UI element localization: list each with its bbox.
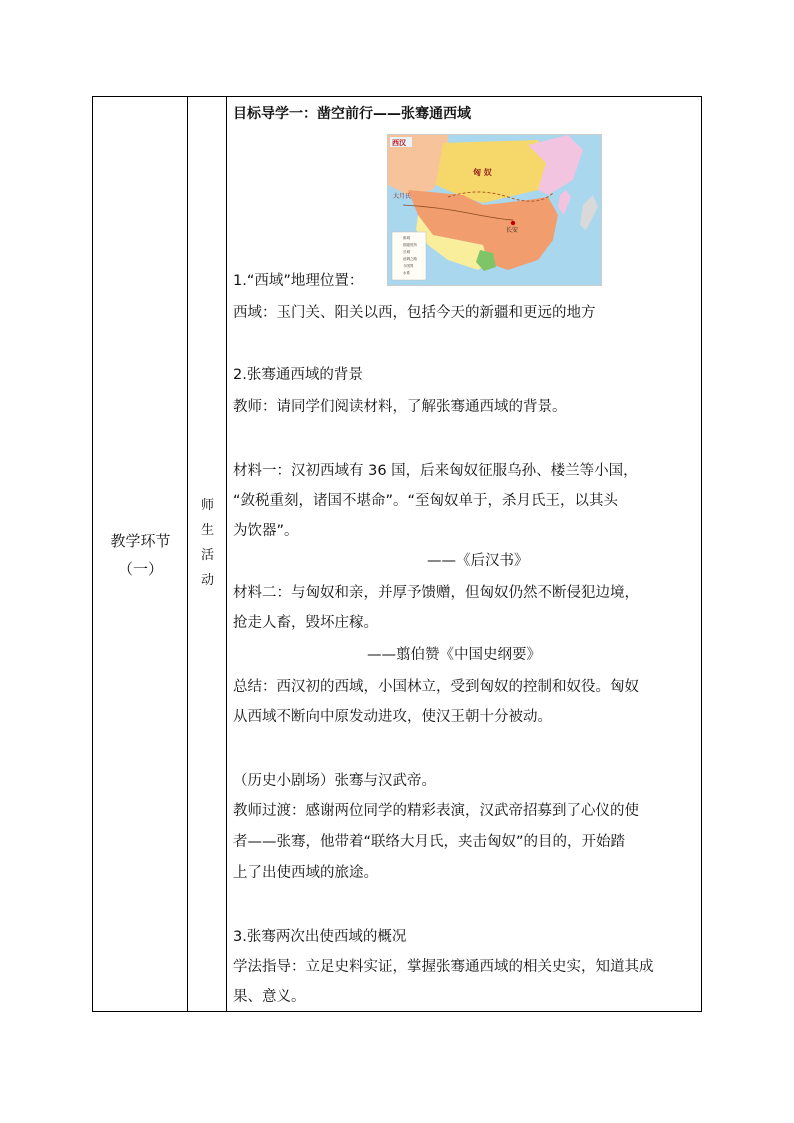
p2-teacher: 教师：请同学们阅读材料，了解张骞通西域的背景。 xyxy=(233,399,567,415)
p3-title: 3.张骞两次出使西域的概况 xyxy=(233,929,407,945)
dayuezhi-label: 大月氏 xyxy=(393,193,412,200)
material2-line: 抢走人畜，毁坏庄稼。 xyxy=(233,615,378,631)
summary-line: 总结：西汉初的西域，小国林立，受到匈奴的控制和奴役。匈奴 xyxy=(233,679,639,695)
activity-char: 活 xyxy=(200,548,214,563)
material2-source: ——翦伯赞《中国史纲要》 xyxy=(367,647,541,663)
legend-item: 今国界 xyxy=(403,264,414,268)
map-title-label: 西汉 xyxy=(392,139,406,147)
transition-line: 上了出使西域的旅途。 xyxy=(233,865,378,881)
map-graphic xyxy=(388,135,601,285)
p1-text: 西域：玉门关、阳关以西，包括今天的新疆和更远的地方 xyxy=(233,305,596,321)
legend-item: 长城 xyxy=(403,250,410,254)
western-han-map xyxy=(387,134,602,286)
legend-item: 水系 xyxy=(403,271,410,275)
capital-marker xyxy=(511,221,515,225)
activity-label xyxy=(188,493,227,593)
material2-line: 材料二：与匈奴和亲，并厚予馈赠，但匈奴仍然不断侵犯边境， xyxy=(233,585,639,601)
drama-line: （历史小剧场）张骞与汉武帝。 xyxy=(233,773,436,789)
content-column xyxy=(227,97,701,1011)
section-label-line1: 教学环节 xyxy=(110,532,171,550)
p1-label: 1.“西域”地理位置： xyxy=(233,273,364,289)
content-heading: 目标导学一：凿空前行——张骞通西域 xyxy=(233,106,471,122)
changan-label: 长安 xyxy=(506,227,519,234)
xiongnu-label: 匈 奴 xyxy=(473,168,492,177)
summary-line: 从西域不断向中原发动进攻，使汉王朝十分被动。 xyxy=(233,709,552,725)
section-column xyxy=(93,97,188,1011)
lesson-table xyxy=(92,96,702,1012)
map-legend xyxy=(392,232,426,280)
p2-title: 2.张骞通西域的背景 xyxy=(233,367,363,383)
activity-column xyxy=(188,97,227,1011)
material1-source: ——《后汉书》 xyxy=(427,553,529,569)
section-label-line2: （一） xyxy=(117,560,163,578)
transition-line: 教师过渡：感谢两位同学的精彩表演，汉武帝招募到了心仪的使 xyxy=(233,803,639,819)
activity-char: 师 xyxy=(200,498,214,513)
section-label xyxy=(93,527,188,583)
legend-item: 郡级驻所 xyxy=(403,243,417,247)
guide-line: 学法指导：立足史料实证，掌握张骞通西域的相关史实，知道其成 xyxy=(233,959,654,975)
legend-item: 都城 xyxy=(403,236,410,240)
activity-char: 动 xyxy=(200,573,214,588)
guide-line: 果、意义。 xyxy=(233,989,306,1005)
activity-char: 生 xyxy=(200,523,214,538)
material1-line: 材料一：汉初西域有 36 国，后来匈奴征服乌孙、楼兰等小国， xyxy=(233,463,638,479)
material1-line: 为饮器”。 xyxy=(233,523,299,539)
legend-item: 丝绸之路 xyxy=(403,257,417,261)
material1-line: “敛税重刻，诸国不堪命”。“至匈奴单于，杀月氏王，以其头 xyxy=(233,493,619,509)
transition-line: 者——张骞，他带着“联络大月氏，夹击匈奴”的目的，开始踏 xyxy=(233,834,626,850)
